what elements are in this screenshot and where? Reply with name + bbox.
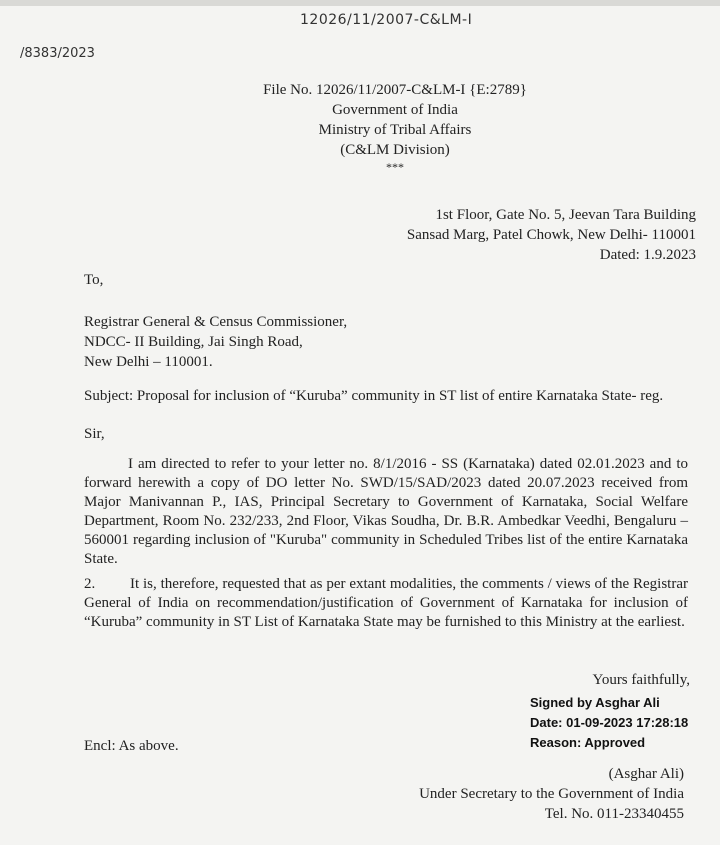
recipient-address: [84, 312, 347, 372]
recipient-line-1: Registrar General & Census Commissioner,: [84, 314, 348, 330]
ministry-name: Ministry of Tribal Affairs: [318, 122, 472, 138]
letter-date: Dated: 1.9.2023: [599, 247, 696, 263]
signatory-designation: Under Secretary to the Government of India: [419, 786, 684, 802]
recipient-line-3: New Delhi – 110001.: [84, 354, 213, 370]
address-line-1: 1st Floor, Gate No. 5, Jeevan Tara Building: [435, 207, 696, 223]
government-name: Government of India: [332, 102, 458, 118]
signatory-tel: Tel. No. 011-23340455: [544, 806, 684, 822]
office-address: [407, 205, 696, 265]
letter-header: [230, 80, 560, 174]
enclosure: Encl: As above.: [84, 738, 179, 754]
signatory-name: (Asghar Ali): [608, 766, 684, 782]
paragraph-1: I am directed to refer to your letter no. 8/1/2016 - SS (Karnataka) dated 02.01.2023 and to forward herewith a copy of DO letter No. SWD/15/SAD/2023 dated 20.07.2023 received from Major Manivannan P., IAS, Principal Secretary to Government of Karnataka, Social Welfare Department, Room No. 232/233, 2nd Floor, Vikas Soudha, Dr. B.R. Ambedkar Veedhi, Bengaluru – 560001 regarding inclusion of "Kuruba" community in Scheduled Tribes list of the entire Karnataka State.: [84, 456, 688, 567]
digital-signature-signed-by: Signed by Asghar Ali: [530, 695, 660, 710]
digital-signature-reason: Reason: Approved: [530, 735, 646, 750]
to-label: To,: [84, 272, 104, 288]
signatory-block: [419, 764, 684, 824]
paragraph-2: [84, 575, 688, 632]
handwritten-file-number: 12026/11/2007-C&LM-I: [300, 12, 473, 28]
paragraph-2-text: It is, therefore, requested that as per extant modalities, the comments / views of the Registrar General of India on recommendation/justification of Government of Karnataka for inclusion of “Kuruba” community in ST List of Karnataka State may be furnished to this Ministry at the earliest.: [84, 576, 688, 630]
division-name: (C&LM Division): [340, 142, 450, 158]
file-number: File No. 12026/11/2007-C&LM-I {E:2789}: [263, 82, 527, 98]
closing: Yours faithfully,: [592, 672, 690, 688]
subject-line: Subject: Proposal for inclusion of “Kuruba” community in ST list of entire Karnataka State- reg.: [84, 388, 664, 404]
digital-signature-date: Date: 01-09-2023 17:28:18: [530, 715, 689, 730]
recipient-line-2: NDCC- II Building, Jai Singh Road,: [84, 334, 303, 350]
top-border: [0, 0, 720, 6]
salutation: Sir,: [84, 426, 105, 442]
header-separator: ***: [386, 160, 404, 174]
address-line-2: Sansad Marg, Patel Chowk, New Delhi- 110001: [406, 227, 696, 243]
handwritten-reference: /8383/2023: [20, 46, 95, 61]
paragraph-2-number: 2.: [84, 576, 96, 592]
